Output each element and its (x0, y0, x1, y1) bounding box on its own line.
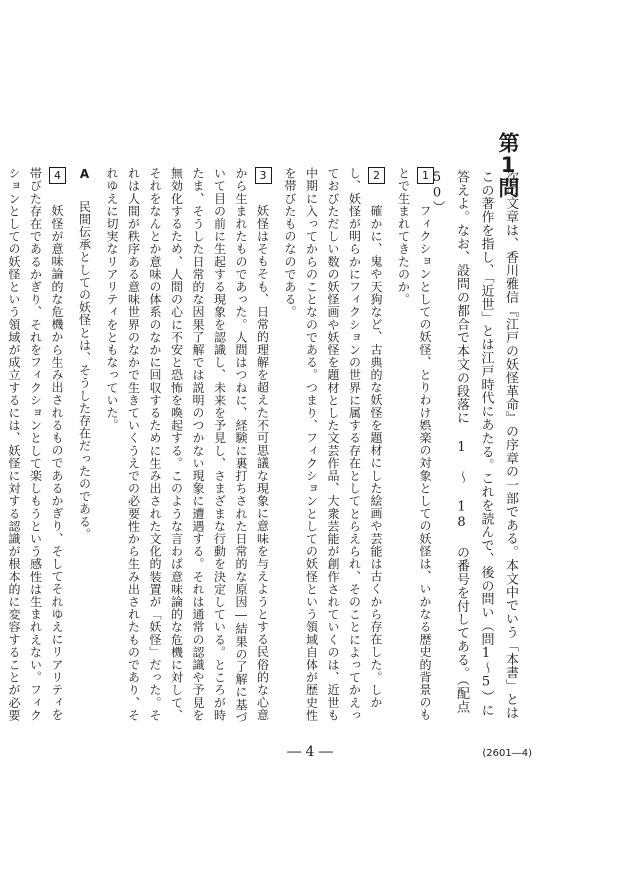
paragraph-text: 確かに、鬼や天狗など、古典的な妖怪を題材にした絵画や芸能は古くから存在した。しかし、妖怪が明らかにフィクションの世界に属する存在としてとらえられ、そのことによってかえっておびただしい数の妖怪画や妖怪を題材とした文芸作品、大衆芸能が創作されていくのは、近世も中期に入ってからのことなのである。つまり、フィクションとしての妖怪という領域自体が歴史性を帯びたものなのである。 (283, 167, 383, 722)
paragraph-text: フィクションとしての妖怪、とりわけ娯楽の対象としての妖怪は、いかなる歴史的背景のもとで生まれてきたのか。 (396, 167, 432, 722)
paragraph (0, 167, 67, 732)
paragraph (73, 167, 95, 732)
problem-intro: 次の文章は、香川雅信『江戸の妖怪革命』の序章の一部である。本文中でいう「本書」とはこの著作を指し、「近世」とは江戸時代にあたる。これを読んで、後の問い（問1〜5）に答えよ。なお、設問の都合で本文の段落に 1 〜 18 の番号を付してある。（配点 50） (429, 170, 518, 727)
section-label: A (77, 167, 92, 182)
paragraph-number: 3 (256, 168, 270, 183)
paragraph (279, 167, 387, 732)
passage-body (7, 167, 435, 732)
paragraph-number: 1 (419, 168, 432, 183)
problem-label: 第1問 (496, 132, 520, 198)
paragraph (101, 167, 273, 732)
paragraph-text: 妖怪が意味論的な危機から生み出されるものであるかぎり、そしてそれゆえにリアリティを帯びた存在であるかぎり、それをフィクションとして楽しもうという感性は生まれえない。フィクションとしての妖怪という領域が成立するには、妖怪に対する認識が根本的に変容することが必要 (7, 167, 64, 722)
exam-code: (2601―4) (482, 748, 532, 759)
paragraph-text: 民間伝承としての妖怪とは、そうした存在だったのである。 (77, 200, 92, 541)
page-number: ― 4 ― (287, 744, 333, 760)
paragraph-number: 4 (51, 168, 64, 183)
paragraph (392, 167, 435, 732)
problem-title (492, 132, 522, 198)
paragraph-text: 妖怪はそもそも、日常的理解を超えた不可思議な現象に意味を与えようとする民俗的な心意から生まれたものであった。人間はつねに、経験に裏打ちされた日常的な原因―結果の了解に基づいて目の前に生起する現象を認識し、未来を予見し、さまざまな行動を決定している。ところが時たま、そうした日常的な因果了解では説明のつかない現象に遭遇する。それは通常の認識や予見を無効化するため、人間の心に不安と恐怖を喚起する。このような言わば意味論的な危機に対して、それをなんとか意味の体系のなかに回収するために生み出された文化的装置が「妖怪」だった。それは人間が秩序ある意味世界のなかで生きていくうえでの必要性から生み出されたものであり、それゆえに切実なリアリティをともなっていた。 (105, 167, 270, 724)
paragraph-number: 2 (370, 168, 383, 183)
